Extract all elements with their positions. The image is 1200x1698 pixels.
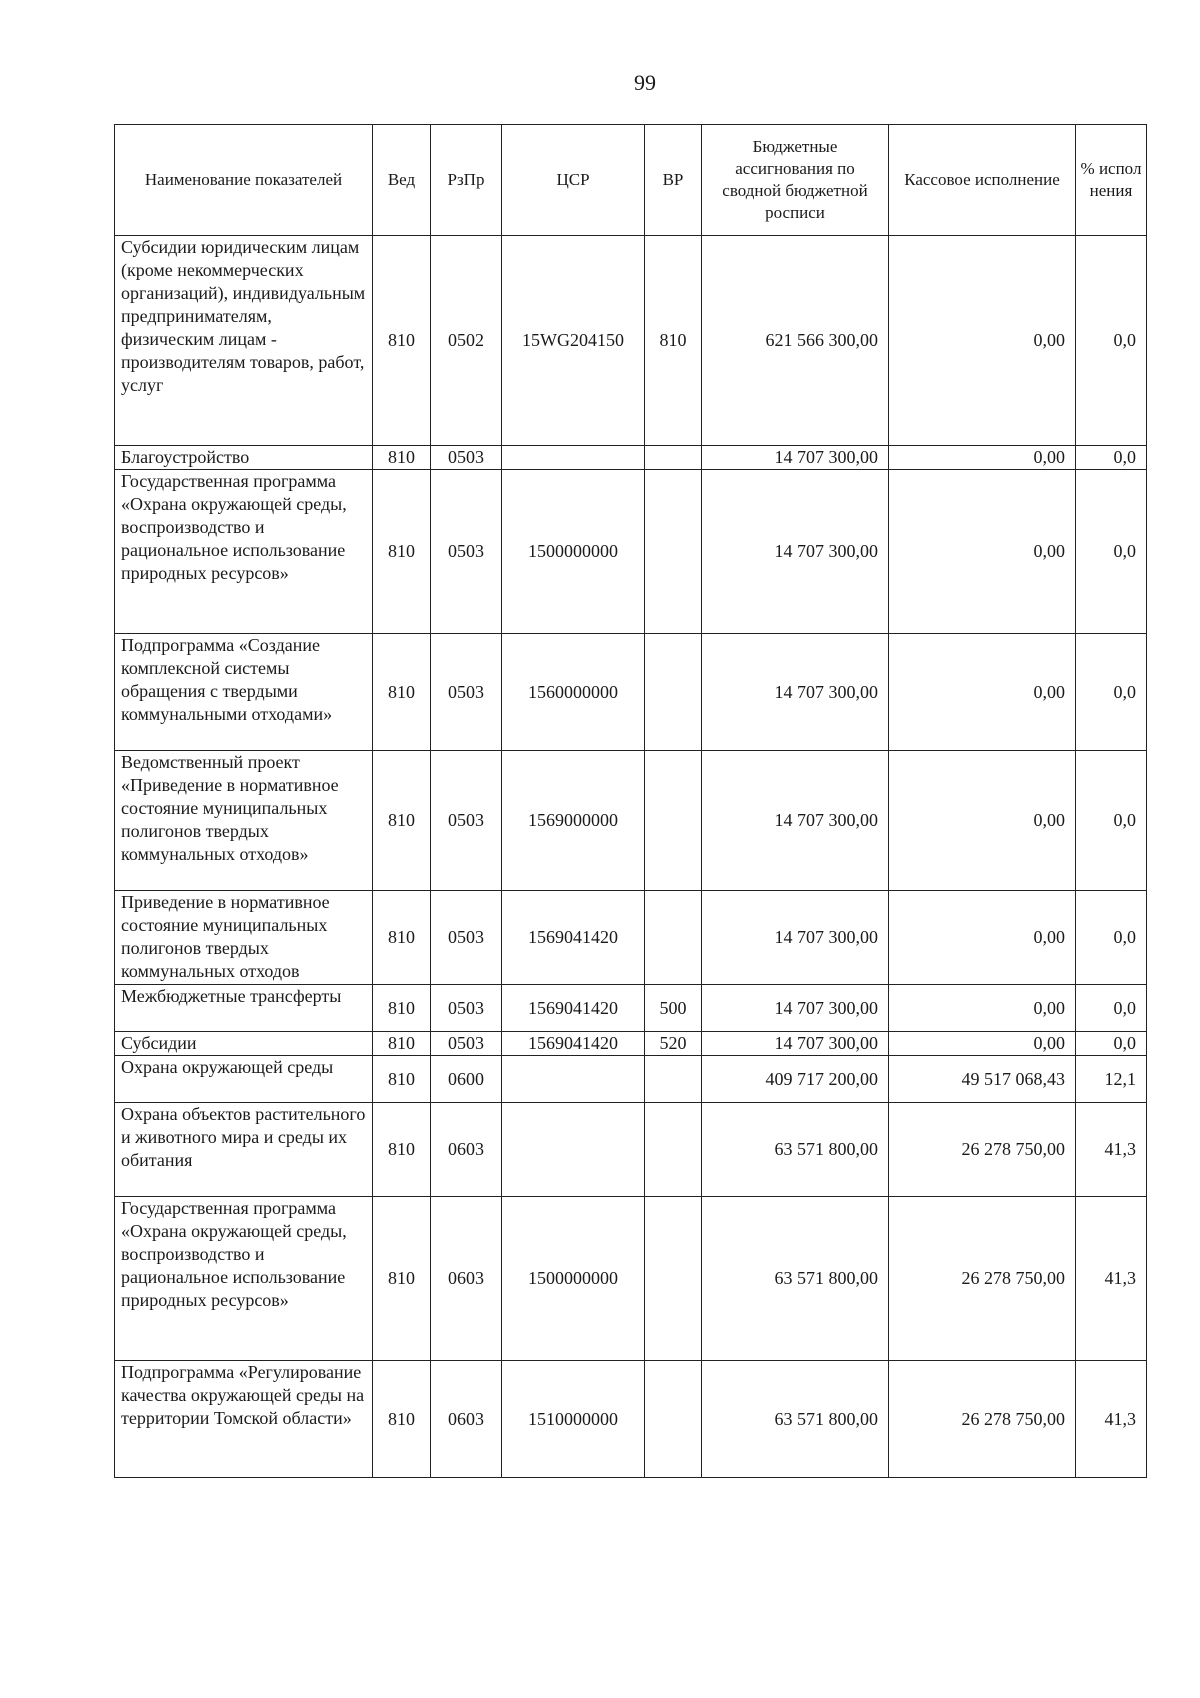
header-percent: % испол нения [1076,125,1147,236]
row-vr [645,634,702,751]
row-cash: 26 278 750,00 [889,1361,1076,1478]
row-ved: 810 [373,634,431,751]
row-rzpr: 0503 [431,1032,502,1056]
row-percent: 41,3 [1076,1197,1147,1361]
row-cash: 0,00 [889,236,1076,446]
row-vr [645,751,702,891]
row-name: Субсидии [115,1032,373,1056]
header-vr: ВР [645,125,702,236]
row-ved: 810 [373,1361,431,1478]
row-rzpr: 0603 [431,1361,502,1478]
row-cash: 0,00 [889,634,1076,751]
table-row [115,751,1147,891]
row-ved: 810 [373,446,431,470]
row-percent: 0,0 [1076,634,1147,751]
row-name: Подпрограмма «Создание комплексной системы обращения с твердыми коммунальными отходами» [115,634,373,751]
row-name: Ведомственный проект «Приведение в нормативное состояние муниципальных полигонов твердых коммунальных отходов» [115,751,373,891]
row-vr [645,1197,702,1361]
row-vr [645,1056,702,1103]
row-vr [645,470,702,634]
row-ved: 810 [373,1197,431,1361]
table-row [115,634,1147,751]
row-csr: 1500000000 [502,470,645,634]
row-cash: 26 278 750,00 [889,1197,1076,1361]
table-row [115,1197,1147,1361]
row-ved: 810 [373,1103,431,1197]
row-budget: 14 707 300,00 [702,446,889,470]
row-rzpr: 0502 [431,236,502,446]
row-budget: 14 707 300,00 [702,1032,889,1056]
table-row [115,985,1147,1032]
row-budget: 63 571 800,00 [702,1361,889,1478]
row-ved: 810 [373,891,431,985]
table-row [115,1032,1147,1056]
table-row [115,446,1147,470]
row-name: Межбюджетные трансферты [115,985,373,1032]
table-row [115,1361,1147,1478]
row-csr: 1569000000 [502,751,645,891]
row-cash: 26 278 750,00 [889,1103,1076,1197]
row-rzpr: 0503 [431,751,502,891]
row-rzpr: 0603 [431,1197,502,1361]
row-budget: 409 717 200,00 [702,1056,889,1103]
row-ved: 810 [373,1056,431,1103]
row-rzpr: 0503 [431,446,502,470]
header-rzpr: РзПр [431,125,502,236]
row-budget: 14 707 300,00 [702,751,889,891]
row-name: Государственная программа «Охрана окружающей среды, воспроизводство и рациональное использование природных ресурсов» [115,470,373,634]
row-name: Охрана окружающей среды [115,1056,373,1103]
row-csr: 1569041420 [502,985,645,1032]
row-budget: 63 571 800,00 [702,1103,889,1197]
row-ved: 810 [373,751,431,891]
row-cash: 0,00 [889,1032,1076,1056]
row-percent: 0,0 [1076,1032,1147,1056]
row-csr: 1560000000 [502,634,645,751]
table-row [115,1056,1147,1103]
row-rzpr: 0503 [431,634,502,751]
row-budget: 14 707 300,00 [702,634,889,751]
table-header-row [115,125,1147,236]
row-csr: 1500000000 [502,1197,645,1361]
row-ved: 810 [373,236,431,446]
row-budget: 14 707 300,00 [702,891,889,985]
row-cash: 0,00 [889,470,1076,634]
row-budget: 14 707 300,00 [702,985,889,1032]
row-percent: 12,1 [1076,1056,1147,1103]
row-csr: 1569041420 [502,1032,645,1056]
row-cash: 0,00 [889,985,1076,1032]
row-cash: 0,00 [889,751,1076,891]
row-vr: 500 [645,985,702,1032]
row-percent: 0,0 [1076,236,1147,446]
row-name: Благоустройство [115,446,373,470]
row-csr [502,1056,645,1103]
row-vr: 520 [645,1032,702,1056]
row-name: Приведение в нормативное состояние муниципальных полигонов твердых коммунальных отходов [115,891,373,985]
table-row [115,1103,1147,1197]
row-percent: 0,0 [1076,751,1147,891]
header-ved: Вед [373,125,431,236]
page-number: 99 [634,70,656,95]
row-percent: 0,0 [1076,891,1147,985]
row-vr: 810 [645,236,702,446]
row-percent: 0,0 [1076,470,1147,634]
row-percent: 41,3 [1076,1361,1147,1478]
header-name: Наименование показателей [115,125,373,236]
row-percent: 41,3 [1076,1103,1147,1197]
row-percent: 0,0 [1076,985,1147,1032]
budget-execution-table [114,124,1147,1478]
row-ved: 810 [373,1032,431,1056]
row-ved: 810 [373,985,431,1032]
table-row [115,891,1147,985]
table-row [115,470,1147,634]
row-name: Государственная программа «Охрана окружающей среды, воспроизводство и рациональное использование природных ресурсов» [115,1197,373,1361]
row-rzpr: 0503 [431,470,502,634]
table-row [115,236,1147,446]
row-ved: 810 [373,470,431,634]
header-cash: Кассовое исполнение [889,125,1076,236]
row-percent: 0,0 [1076,446,1147,470]
row-rzpr: 0503 [431,891,502,985]
row-csr: 15WG204150 [502,236,645,446]
row-csr [502,1103,645,1197]
row-cash: 49 517 068,43 [889,1056,1076,1103]
row-csr: 1569041420 [502,891,645,985]
row-rzpr: 0603 [431,1103,502,1197]
row-vr [645,891,702,985]
row-csr: 1510000000 [502,1361,645,1478]
row-rzpr: 0600 [431,1056,502,1103]
row-rzpr: 0503 [431,985,502,1032]
row-name: Охрана объектов растительного и животного мира и среды их обитания [115,1103,373,1197]
row-name: Подпрограмма «Регулирование качества окружающей среды на территории Томской области» [115,1361,373,1478]
row-cash: 0,00 [889,891,1076,985]
row-budget: 14 707 300,00 [702,470,889,634]
header-csr: ЦСР [502,125,645,236]
row-csr [502,446,645,470]
row-cash: 0,00 [889,446,1076,470]
row-budget: 63 571 800,00 [702,1197,889,1361]
row-name: Субсидии юридическим лицам (кроме некоммерческих организаций), индивидуальным предпринимателям, физическим лицам - производителям товаров, работ, услуг [115,236,373,446]
row-budget: 621 566 300,00 [702,236,889,446]
header-budget: Бюджетные ассигнования по сводной бюджетной росписи [702,125,889,236]
row-vr [645,1103,702,1197]
row-vr [645,446,702,470]
row-vr [645,1361,702,1478]
